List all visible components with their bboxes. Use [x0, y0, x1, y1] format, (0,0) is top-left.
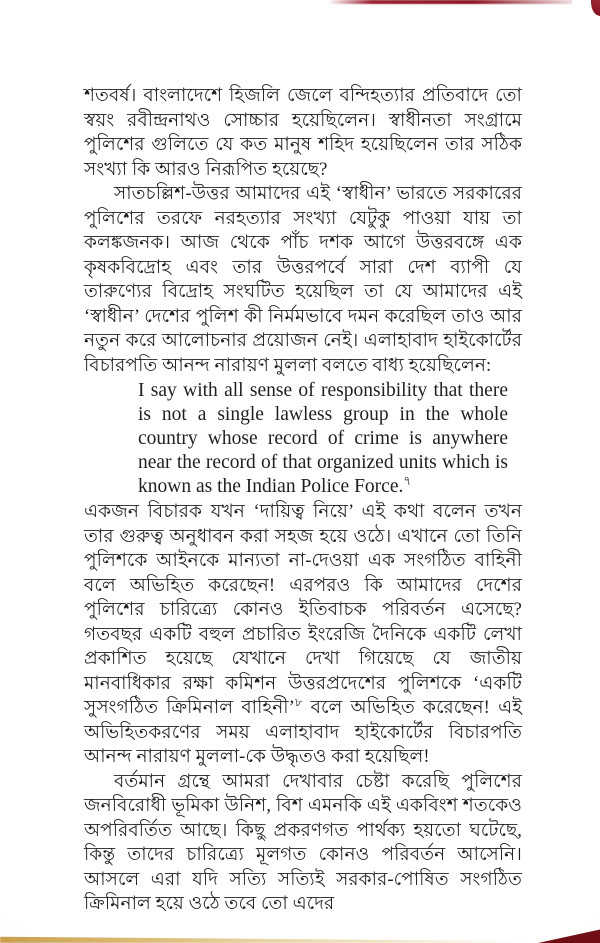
- para-english-quote: [138, 379, 508, 499]
- para-opening: [84, 84, 522, 182]
- page-text: [84, 84, 522, 917]
- book-cover-edge-top: [328, 0, 572, 4]
- para-bartoman: [84, 770, 522, 917]
- book-cover-corner-top-right: [591, 0, 600, 16]
- text-run: I say with all sense of responsibility that there is not a single lawless group in the whole country whose record of crime is anywhere near the record of that organized units which is known as the Indian Police Force.: [138, 380, 508, 497]
- text-run: শতবর্ষ। বাংলাদেশে হিজলি জেলে বন্দিহত্যার প্রতিবাদে তো স্বয়ং রবীন্দ্রনাথও সোচ্চার হয়েছিলেন। স্বাধীনতা সংগ্রামে পুলিশের গুলিতে যে কত মানুষ শহিদ হয়েছিলেন তার সঠিক সংখ্যা কি আরও নিরূপিত হয়েছে?: [84, 86, 522, 180]
- text-run: বর্তমান গ্রন্থে আমরা দেখাবার চেষ্টা করেছি পুলিশের জনবিরোধী ভূমিকা উনিশ, বিশ এমনকি এই একবিংশ শতকেও অপরিবর্তিত আছে। কিছু প্রকরণগত পার্থক্য হয়তো ঘটেছে, কিন্তু তাদের চারিত্র্যে মূলগত কোনও পরিবর্তন আসেনি। আসলে এরা যদি সত্যি সত্যিই সরকার-পোষিত সংগঠিত ক্রিমিনাল হয়ে ওঠে তবে তো এদের: [84, 771, 522, 914]
- text-run: সাতচল্লিশ-উত্তর আমাদের এই ‘স্বাধীন’ ভারতে সরকারের পুলিশের তরফে নরহত্যার সংখ্যা যেটুকু পাওয়া যায় তা কলঙ্কজনক। আজ থেকে পাঁচ দশক আগে উত্তরবঙ্গে এক কৃষকবিদ্রোহ এবং তার উত্তরপর্বে সারা দেশ ব্যাপী যে তারুণ্যের বিদ্রোহ সংঘটিত হয়েছিল তা যে আমাদের এই ‘স্বাধীন’ দেশের পুলিশ কী নির্মমভাবে দমন করেছিল তাও আর নতুন করে আলোচনার প্রয়োজন নেই। এলাহাবাদ হাইকোর্টের বিচারপতি আনন্দ নারায়ণ মুললা বলতে বাধ্য হয়েছিলেন:: [84, 184, 522, 376]
- para-satchallish: [84, 182, 522, 378]
- book-cover-corner-bottom-right: [538, 928, 600, 943]
- footnote-marker: ৭: [403, 473, 412, 488]
- page-edges-bottom-left: [0, 934, 525, 943]
- text-run: বলে অভিহিত করেছেন! এই অভিহিতকরণের সময় এলাহাবাদ হাইকোর্টের বিচারপতি আনন্দ নারায়ণ মুললা-কে উদ্ধৃতও করা হয়েছিল!: [84, 698, 522, 767]
- text-run: একজন বিচারক যখন ‘দায়িত্ব নিয়ে’ এই কথা বলেন তখন তার গুরুত্ব অনুধাবন করা সহজ হয়ে ওঠে। এখানে তো তিনি পুলিশকে আইনকে মান্যতা না-দেওয়া এক সংগঠিত বাহিনী বলে অভিহিত করেছেন! এরপরও কি আমাদের দেশের পুলিশের চারিত্র্যে কোনও ইতিবাচক পরিবর্তন এসেছে? গতবছর একটি বহুল প্রচারিত ইংরেজি দৈনিকে একটি লেখা প্রকাশিত হয়েছে যেখানে দেখা গিয়েছে যে জাতীয় মানবাধিকার রক্ষা কমিশন উত্তরপ্রদেশের পুলিশকে ‘একটি সুসংগঠিত ক্রিমিনাল বাহিনী’: [84, 502, 522, 718]
- para-ekjon-bicharok: [84, 500, 522, 770]
- footnote-marker: ৮: [294, 696, 303, 709]
